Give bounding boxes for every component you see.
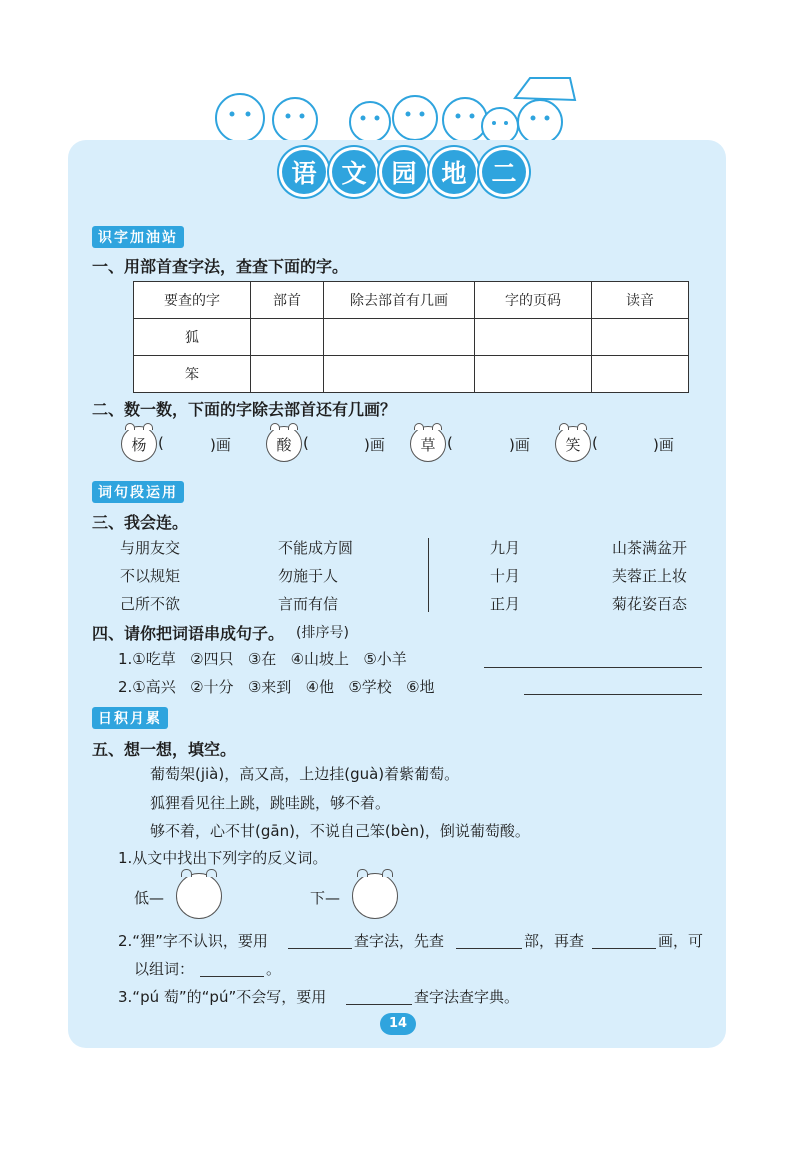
- sentence-words-2: 2.①高兴 ②十分 ③来到 ④他 ⑤学校 ⑥地: [118, 678, 435, 696]
- table-header: 读音: [592, 282, 689, 319]
- antonym-answer-circle[interactable]: [352, 873, 398, 919]
- sentence-words-1: 1.①吃草 ②四只 ③在 ④山坡上 ⑤小羊: [118, 650, 407, 668]
- page-title: [282, 150, 526, 194]
- char-badge: 草: [410, 426, 446, 462]
- title-char: 二: [482, 150, 526, 194]
- sub-question-2-text: 部，再查: [524, 932, 585, 950]
- answer-cell[interactable]: [251, 319, 324, 356]
- question-1-heading: 一、用部首查字法，查查下面的字。: [92, 257, 349, 276]
- paren-open: (: [158, 434, 164, 452]
- column-divider: [428, 538, 429, 612]
- answer-cell[interactable]: [475, 356, 592, 393]
- question-3-heading: 三、我会连。: [92, 513, 189, 532]
- paren-close: )画: [210, 436, 231, 454]
- section-tag-phrases: 词句段运用: [92, 481, 184, 503]
- question-4-heading: 四、请你把词语串成句子。: [92, 624, 285, 643]
- answer-line[interactable]: [288, 948, 352, 949]
- radical-lookup-table: [133, 281, 689, 393]
- match-item[interactable]: 言而有信: [278, 595, 339, 613]
- title-char: 地: [432, 150, 476, 194]
- poem-line: 狐狸看见往上跳，跳哇跳，够不着。: [150, 794, 391, 812]
- answer-line[interactable]: [524, 694, 702, 695]
- answer-line[interactable]: [484, 667, 702, 668]
- paren-close: )画: [653, 436, 674, 454]
- antonym-label: 低—: [134, 889, 165, 907]
- paren-open: (: [447, 434, 453, 452]
- question-4-note: (排序号): [296, 625, 349, 641]
- char-badge: 酸: [266, 426, 302, 462]
- answer-cell[interactable]: [592, 319, 689, 356]
- sub-question-1: 1.从文中找出下列字的反义词。: [118, 849, 328, 867]
- sub-question-2-text: 查字法，先查: [354, 932, 445, 950]
- sub-question-3: 3.“pú 萄”的“pú”不会写，要用: [118, 988, 327, 1006]
- table-header: 除去部首有几画: [324, 282, 475, 319]
- answer-line[interactable]: [346, 1004, 412, 1005]
- title-char: 园: [382, 150, 426, 194]
- title-char: 语: [282, 150, 326, 194]
- match-item[interactable]: 山茶满盆开: [612, 539, 688, 557]
- poem-line: 葡萄架(jià)，高又高，上边挂(guà)着紫葡萄。: [150, 765, 460, 783]
- section-tag-literacy: 识字加油站: [92, 226, 184, 248]
- match-item[interactable]: 菊花姿百态: [612, 595, 688, 613]
- sub-question-2-text: 以组词：: [134, 960, 195, 978]
- question-5-heading: 五、想一想，填空。: [92, 740, 237, 759]
- char-badge: 笑: [555, 426, 591, 462]
- poem-line: 够不着，心不甘(gān)，不说自己笨(bèn)，倒说葡萄酸。: [150, 822, 530, 840]
- answer-line[interactable]: [200, 976, 264, 977]
- sub-question-2-text: 。: [266, 960, 282, 978]
- title-char: 文: [332, 150, 376, 194]
- char-badge: 杨: [121, 426, 157, 462]
- page-number: 14: [380, 1013, 416, 1035]
- table-header: 字的页码: [475, 282, 592, 319]
- table-header: 要查的字: [134, 282, 251, 319]
- antonym-answer-circle[interactable]: [176, 873, 222, 919]
- match-item[interactable]: 正月: [490, 595, 521, 613]
- answer-cell[interactable]: [324, 319, 475, 356]
- section-tag-accumulation: 日积月累: [92, 707, 168, 729]
- antonym-label: 下—: [310, 889, 341, 907]
- table-row: [134, 356, 689, 393]
- sub-question-2-text: 画，可: [658, 932, 704, 950]
- answer-line[interactable]: [456, 948, 522, 949]
- answer-line[interactable]: [592, 948, 656, 949]
- paren-open: (: [303, 434, 309, 452]
- match-item[interactable]: 十月: [490, 567, 521, 585]
- table-cell-char: 笨: [134, 356, 251, 393]
- answer-cell[interactable]: [592, 356, 689, 393]
- match-item[interactable]: 己所不欲: [120, 595, 181, 613]
- answer-cell[interactable]: [324, 356, 475, 393]
- question-2-heading: 二、数一数，下面的字除去部首还有几画？: [92, 400, 397, 419]
- table-row: [134, 319, 689, 356]
- answer-cell[interactable]: [475, 319, 592, 356]
- table-cell-char: 狐: [134, 319, 251, 356]
- sub-question-2: 2.“狸”字不认识，要用: [118, 932, 268, 950]
- paren-close: )画: [509, 436, 530, 454]
- match-item[interactable]: 芙蓉正上妆: [612, 567, 688, 585]
- match-item[interactable]: 与朋友交: [120, 539, 181, 557]
- match-item[interactable]: 不能成方圆: [278, 539, 354, 557]
- sub-question-3-text: 查字法查字典。: [414, 988, 520, 1006]
- match-item[interactable]: 勿施于人: [278, 567, 339, 585]
- match-item[interactable]: 九月: [490, 539, 521, 557]
- answer-cell[interactable]: [251, 356, 324, 393]
- paren-open: (: [592, 434, 598, 452]
- paren-close: )画: [364, 436, 385, 454]
- match-item[interactable]: 不以规矩: [120, 567, 181, 585]
- table-header: 部首: [251, 282, 324, 319]
